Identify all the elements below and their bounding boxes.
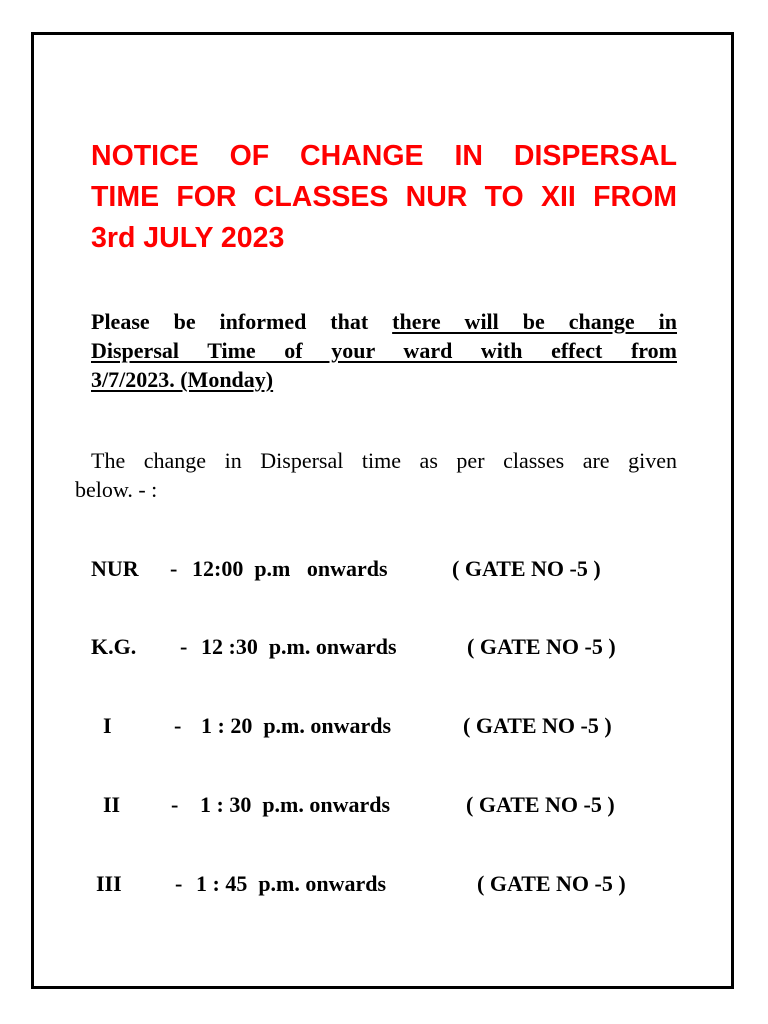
schedule-gate: ( GATE NO -5 ) [466, 792, 615, 817]
schedule-class: III [96, 871, 122, 896]
schedule-time: 1 : 20 p.m. onwards [201, 713, 392, 738]
notice-title [91, 136, 677, 259]
change-line-2: below. - : [75, 477, 158, 502]
schedule-class: I [103, 713, 112, 738]
schedule-dash: - [170, 556, 178, 581]
schedule-time: 1 : 30 p.m. onwards [200, 792, 391, 817]
info-paragraph [91, 307, 677, 394]
schedule-dash: - [175, 871, 183, 896]
schedule-class: NUR [91, 556, 139, 581]
schedule-gate: ( GATE NO -5 ) [463, 713, 612, 738]
schedule-row-iii [0, 869, 768, 898]
schedule-dash: - [171, 792, 179, 817]
info-intro-text: Please be informed that [91, 309, 393, 334]
info-underlined-text-3: 3/7/2023. (Monday) [91, 367, 274, 392]
info-underlined-text-1: there will be change in [392, 309, 678, 334]
schedule-row-ii [0, 790, 768, 819]
info-underlined-text-2: Dispersal Time of your ward with effect from [91, 338, 677, 363]
schedule-row-kg [0, 632, 768, 661]
info-line-3 [91, 365, 677, 394]
schedule-gate: ( GATE NO -5 ) [467, 634, 616, 659]
change-line-1: The change in Dispersal time as per classes are given [91, 448, 677, 473]
schedule-gate: ( GATE NO -5 ) [452, 556, 601, 581]
notice-title-line-2: TIME FOR CLASSES NUR TO XII FROM [91, 181, 677, 213]
notice-title-line-1: NOTICE OF CHANGE IN DISPERSAL [91, 140, 677, 172]
schedule-time: 12 :30 p.m. onwards [201, 634, 397, 659]
schedule-class: II [103, 792, 121, 817]
change-paragraph [75, 446, 677, 504]
schedule-time: 12:00 p.m onwards [192, 556, 388, 581]
schedule-gate: ( GATE NO -5 ) [477, 871, 626, 896]
schedule-row-nur [0, 554, 768, 583]
schedule-dash: - [180, 634, 188, 659]
schedule-class: K.G. [91, 634, 137, 659]
schedule-time: 1 : 45 p.m. onwards [196, 871, 387, 896]
info-line-1 [91, 307, 677, 336]
schedule-dash: - [174, 713, 182, 738]
notice-title-line-3: 3rd JULY 2023 [91, 222, 285, 254]
schedule-row-i [0, 711, 768, 740]
